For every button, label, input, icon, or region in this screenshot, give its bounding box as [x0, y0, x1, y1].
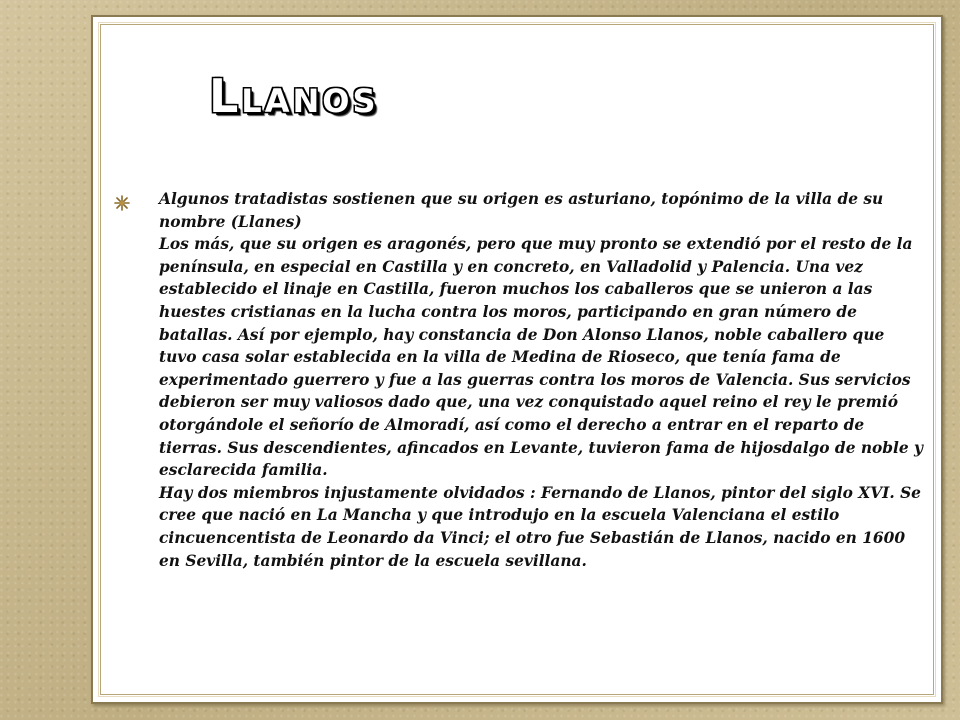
paragraph-origin-asturias: Algunos tratadistas sostienen que su origen es asturiano, topónimo de la villa de su nombre (Llanes): [159, 190, 884, 231]
starburst-bullet-icon: [114, 195, 130, 211]
slide-title: Llanos: [209, 69, 379, 123]
paragraph-origin-aragon: Los más, que su origen es aragonés, pero que muy pronto se extendió por el resto de la península, en especial en Castilla y en concreto, en Valladolid y Palencia. Una vez establecido el linaje en Castilla, fueron muchos los caballeros que se unieron a las huestes cristianas en la lucha contra los moros, participando en gran número de batallas. Así por ejemplo, hay constancia de Don Alonso Llanos, noble caballero que tuvo casa solar establecida en la villa de Medina de Rioseco, que tenía fama de experimentado guerrero y fue a las guerras contra los moros de Valencia. Sus servicios debieron ser muy valiosos dado que, una vez conquistado aquel reino el rey le premió otorgándole el señorío de Almoradí, así como el derecho a entrar en el reparto de tierras. Sus descendientes, afincados en Levante, tuvieron fama de hijosdalgo de noble y esclarecida familia.: [159, 235, 924, 480]
body-text: [159, 188, 924, 572]
paragraph-painters: Hay dos miembros injustamente olvidados : Fernando de Llanos, pintor del siglo XVI. Se cree que nació en La Mancha y que introdujo en la escuela Valenciana el estilo cincuencentista de Leonardo da Vinci; el otro fue Sebastián de Llanos, nacido en 1600 en Sevilla, también pintor de la escuela sevillana.: [159, 483, 921, 570]
